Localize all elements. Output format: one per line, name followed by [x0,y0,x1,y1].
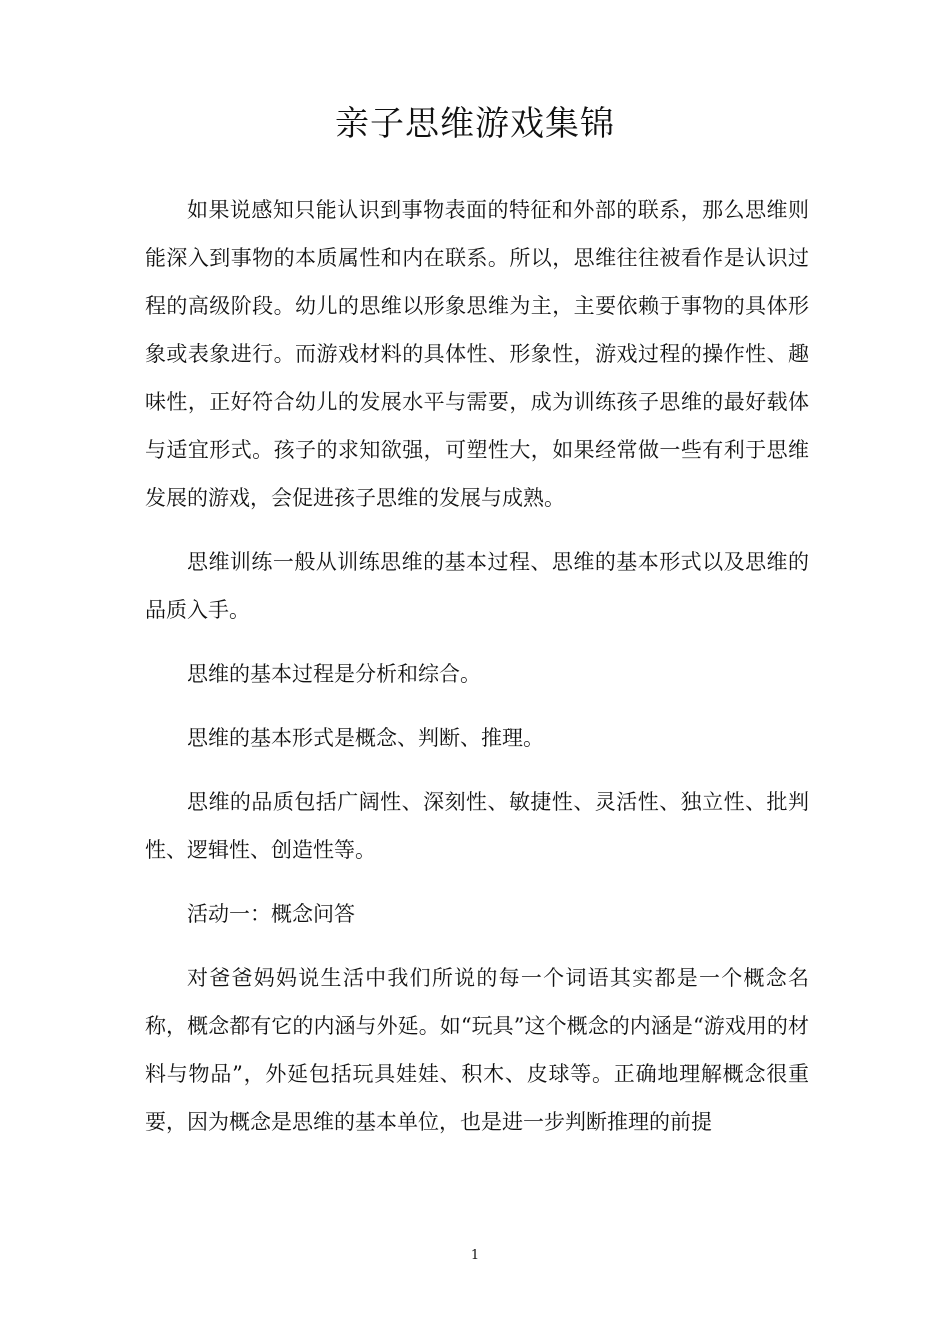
document-title: 亲子思维游戏集锦 [335,104,615,144]
page-number: 1 [470,1248,480,1263]
document-body [145,186,809,1162]
activity-heading: 活动一：概念问答 [187,902,355,926]
paragraph-intro: 如果说感知只能认识到事物表面的特征和外部的联系，那么思维则能深入到事物的本质属性和内在联系。所以，思维往往被看作是认识过程的高级阶段。幼儿的思维以形象思维为主，主要依赖于事物的具体形象或表象进行。而游戏材料的具体性、形象性，游戏过程的操作性、趣味性，正好符合幼儿的发展水平与需要，成为训练孩子思维的最好载体与适宜形式。孩子的求知欲强，可塑性大，如果经常做一些有利于思维发展的游戏，会促进孩子思维的发展与成熟。 [145,198,809,510]
paragraph-training-approach: 思维训练一般从训练思维的基本过程、思维的基本形式以及思维的品质入手。 [145,550,809,622]
paragraph-concept-explanation: 对爸爸妈妈说生活中我们所说的每一个词语其实都是一个概念名称，概念都有它的内涵与外延。如“玩具”这个概念的内涵是“游戏用的材料与物品”，外延包括玩具娃娃、积木、皮球等。正确地理解概念很重要，因为概念是思维的基本单位，也是进一步判断推理的前提 [145,966,809,1134]
paragraph-basic-process: 思维的基本过程是分析和综合。 [187,662,481,686]
paragraph-qualities: 思维的品质包括广阔性、深刻性、敏捷性、灵活性、独立性、批判性、逻辑性、创造性等。 [145,790,809,862]
paragraph-basic-forms: 思维的基本形式是概念、判断、推理。 [187,726,544,750]
